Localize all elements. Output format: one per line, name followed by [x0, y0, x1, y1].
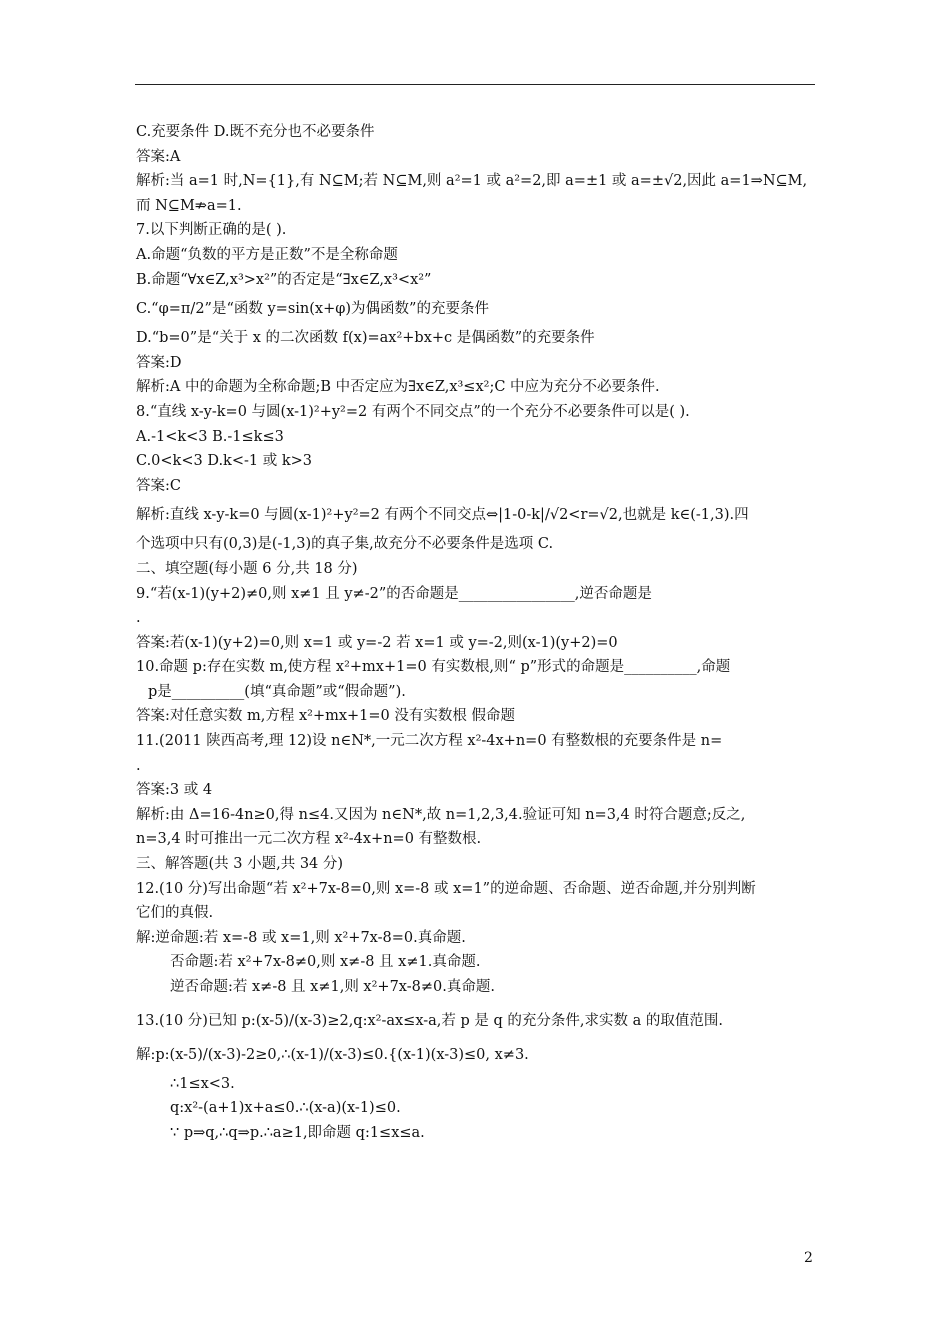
text-line: 答案:3 或 4: [136, 782, 213, 799]
text-line: .: [136, 610, 141, 627]
header-rule: [135, 84, 815, 85]
text-line: 13.(10 分)已知 p:(x-5)/(x-3)≥2,q:x²-ax≤x-a,若 p 是 q 的充分条件,求实数 a 的取值范围.: [136, 1012, 723, 1029]
text-line: 个选项中只有(0,3)是(-1,3)的真子集,故充分不必要条件是选项 C.: [136, 536, 554, 553]
text-line: 12.(10 分)写出命题“若 x²+7x-8=0,则 x=-8 或 x=1”的逆命题、否命题、逆否命题,并分别判断: [136, 880, 756, 897]
text-line: 11.(2011 陕西高考,理 12)设 n∈N*,一元二次方程 x²-4x+n=0 有整数根的充要条件是 n=: [136, 733, 723, 750]
section-heading: 三、解答题(共 3 小题,共 34 分): [136, 856, 344, 873]
text-line: 答案:若(x-1)(y+2)=0,则 x=1 或 y=-2 若 x=1 或 y=-2,则(x-1)(y+2)=0: [136, 634, 618, 651]
text-line: 否命题:若 x²+7x-8≠0,则 x≠-8 且 x≠1.真命题.: [170, 954, 481, 971]
text-line: A.命题“负数的平方是正数”不是全称命题: [136, 246, 398, 263]
text-line: 解:逆命题:若 x=-8 或 x=1,则 x²+7x-8=0.真命题.: [136, 929, 466, 946]
text-line: 答案:D: [136, 354, 182, 371]
text-line: 答案:C: [136, 477, 181, 494]
text-line: n=3,4 时可推出一元二次方程 x²-4x+n=0 有整数根.: [136, 831, 482, 848]
text-line: 答案:A: [136, 148, 181, 165]
text-line: 解析:当 a=1 时,N={1},有 N⊆M;若 N⊆M,则 a²=1 或 a²=2,即 a=±1 或 a=±√2,因此 a=1⇒N⊆M,: [136, 173, 808, 190]
text-line: C.0<k<3 D.k<-1 或 k>3: [136, 453, 312, 470]
text-line: 而 N⊆M⇏a=1.: [136, 197, 242, 214]
text-line: A.-1<k<3 B.-1≤k≤3: [136, 428, 284, 445]
text-line: ∴1≤x<3.: [170, 1075, 235, 1092]
text-line: 9.“若(x-1)(y+2)≠0,则 x≠1 且 y≠-2”的否命题是________________,逆否命题是: [136, 585, 652, 602]
text-line: 解析:直线 x-y-k=0 与圆(x-1)²+y²=2 有两个不同交点⇔|1-0-k|/√2<r=√2,也就是 k∈(-1,3).四: [136, 507, 749, 524]
text-line: p是__________(填“真命题”或“假命题”).: [148, 683, 406, 700]
text-line: q:x²-(a+1)x+a≤0.∴(x-a)(x-1)≤0.: [170, 1100, 401, 1117]
text-line: 答案:对任意实数 m,方程 x²+mx+1=0 没有实数根 假命题: [136, 708, 515, 725]
text-line: 解:p:(x-5)/(x-3)-2≥0,∴(x-1)/(x-3)≤0.{(x-1)(x-3)≤0, x≠3.: [136, 1046, 529, 1063]
text-line: 10.命题 p:存在实数 m,使方程 x²+mx+1=0 有实数根,则“ p”形式的命题是__________,命题: [136, 659, 731, 676]
section-heading: 二、填空题(每小题 6 分,共 18 分): [136, 560, 358, 577]
page-number: 2: [804, 1250, 813, 1266]
text-line: 它们的真假.: [136, 905, 214, 922]
text-line: 解析:由 Δ=16-4n≥0,得 n≤4.又因为 n∈N*,故 n=1,2,3,4.验证可知 n=3,4 时符合题意;反之,: [136, 806, 746, 823]
text-line: 解析:A 中的命题为全称命题;B 中否定应为∃x∈Z,x³≤x²;C 中应为充分不必要条件.: [136, 379, 660, 396]
text-line: C.充要条件 D.既不充分也不必要条件: [136, 124, 375, 140]
text-line: D.“b=0”是“关于 x 的二次函数 f(x)=ax²+bx+c 是偶函数”的充要条件: [136, 330, 595, 347]
text-line: .: [136, 757, 141, 774]
text-line: C.“φ=π/2”是“函数 y=sin(x+φ)为偶函数”的充要条件: [136, 301, 489, 318]
text-line: ∵ p⇒q,∴q⇒p.∴a≥1,即命题 q:1≤x≤a.: [170, 1124, 425, 1141]
document-body: [136, 120, 818, 1145]
text-line: 逆否命题:若 x≠-8 且 x≠1,则 x²+7x-8≠0.真命题.: [170, 979, 495, 995]
text-line: B.命题“∀x∈Z,x³>x²”的否定是“∃x∈Z,x³<x²”: [136, 271, 432, 288]
text-line: 7.以下判断正确的是( ).: [136, 222, 287, 239]
text-line: 8.“直线 x-y-k=0 与圆(x-1)²+y²=2 有两个不同交点”的一个充分不必要条件可以是( ).: [136, 403, 690, 420]
